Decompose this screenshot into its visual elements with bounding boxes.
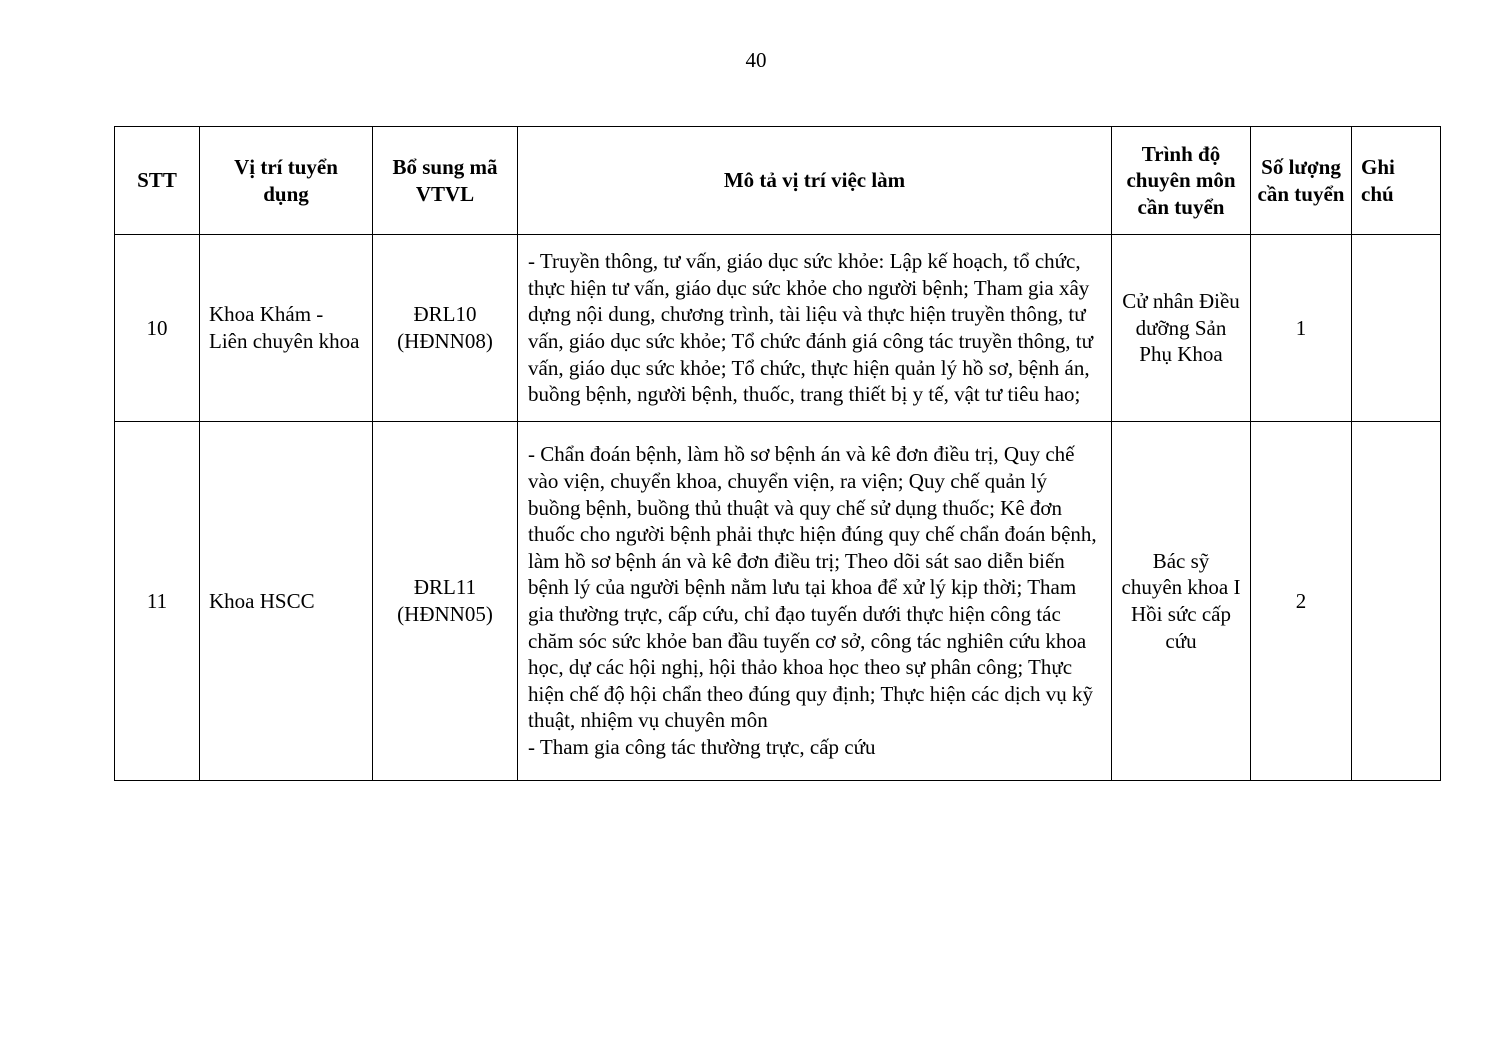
row-description (518, 422, 1112, 781)
row-code: ĐRL10 (HĐNN08) (373, 235, 518, 422)
row-position: Khoa HSCC (200, 422, 373, 781)
row-stt: 10 (115, 235, 200, 422)
row-position: Khoa Khám - Liên chuyên khoa (200, 235, 373, 422)
row-qualification: Bác sỹ chuyên khoa I Hồi sức cấp cứu (1112, 422, 1251, 781)
table-header-row (115, 127, 1441, 235)
row-stt: 11 (115, 422, 200, 781)
row-description (518, 235, 1112, 422)
table-row (115, 235, 1441, 422)
page-number: 40 (745, 48, 767, 72)
header-position: Vị trí tuyển dụng (200, 127, 373, 235)
row-quantity: 2 (1251, 422, 1352, 781)
row-note (1352, 422, 1441, 781)
header-quantity: Số lượng cần tuyển (1251, 127, 1352, 235)
description-line: - Tham gia công tác thường trực, cấp cứu (528, 734, 876, 759)
row-quantity: 1 (1251, 235, 1352, 422)
row-code: ĐRL11 (HĐNN05) (373, 422, 518, 781)
header-stt: STT (115, 127, 200, 235)
header-qualification: Trình độ chuyên môn cần tuyển (1112, 127, 1251, 235)
header-note: Ghi chú (1352, 127, 1441, 235)
recruitment-table (114, 126, 1441, 781)
description-line: - Chẩn đoán bệnh, làm hồ sơ bệnh án và kê đơn điều trị, Quy chế vào viện, chuyển khoa, chuyển viện, ra viện; Quy chế quản lý buồng bệnh, buồng thủ thuật và quy chế sử dụng thuốc; Kê đơn thuốc cho người bệnh phải thực hiện đúng quy chế chẩn đoán bệnh, làm hồ sơ bệnh án và kê đơn điều trị; Theo dõi sát sao diễn biến bệnh lý của người bệnh nằm lưu tại khoa để xử lý kịp thời; Tham gia thường trực, cấp cứu, chỉ đạo tuyến dưới thực hiện công tác chăm sóc sức khỏe ban đầu tuyến cơ sở, công tác nghiên cứu khoa học, dự các hội nghị, hội thảo khoa học theo sự phân công; Thực hiện chế độ hội chẩn theo đúng quy định; Thực hiện các dịch vụ kỹ thuật, nhiệm vụ chuyên môn (528, 442, 1097, 733)
table-row (115, 422, 1441, 781)
header-description: Mô tả vị trí việc làm (518, 127, 1112, 235)
row-qualification: Cử nhân Điều dưỡng Sản Phụ Khoa (1112, 235, 1251, 422)
description-line: - Truyền thông, tư vấn, giáo dục sức khỏe: Lập kế hoạch, tổ chức, thực hiện tư vấn, giáo dục sức khỏe cho người bệnh; Tham gia xây dựng nội dung, chương trình, tài liệu và thực hiện truyền thông, tư vấn, giáo dục sức khỏe; Tổ chức đánh giá công tác truyền thông, tư vấn, giáo dục sức khỏe; Tổ chức, thực hiện quản lý hồ sơ, bệnh án, buồng bệnh, người bệnh, thuốc, trang thiết bị y tế, vật tư tiêu hao; (528, 249, 1094, 407)
header-code: Bổ sung mã VTVL (373, 127, 518, 235)
row-note (1352, 235, 1441, 422)
